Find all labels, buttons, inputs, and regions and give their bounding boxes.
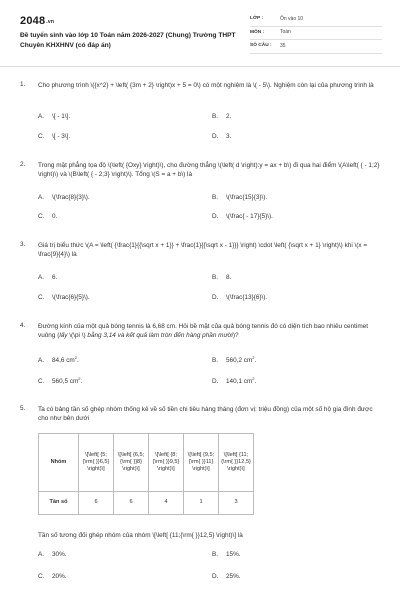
option-text: 0. bbox=[52, 213, 58, 220]
option-d[interactable] bbox=[212, 573, 241, 582]
question-text: Giá trị biểu thức \(A = \left( {\frac{1}{{\sqrt x + 1}} + \frac{1}{{\sqrt x - 1}}} \right) \cdot \left( {\sqrt x + 1} \right)\) khi \(x = \frac{9}{4}\) là bbox=[38, 242, 368, 259]
option-key: D. bbox=[212, 294, 219, 301]
option-text: 140,1 cm bbox=[226, 378, 253, 386]
meta-value: Ôn vào 10 bbox=[280, 15, 304, 22]
frequency-table bbox=[38, 433, 254, 515]
question-number: 2. bbox=[20, 161, 26, 168]
option-key: C. bbox=[38, 378, 45, 386]
option-key: A. bbox=[38, 357, 45, 365]
question-3 bbox=[20, 241, 382, 260]
table-row bbox=[39, 492, 254, 515]
meta-label: MÔN : bbox=[250, 29, 265, 35]
option-key: B. bbox=[212, 551, 219, 558]
option-end: . bbox=[80, 378, 83, 386]
option-key: D. bbox=[212, 378, 219, 386]
option-text: 560,2 cm bbox=[226, 357, 253, 365]
option-key: D. bbox=[212, 573, 219, 580]
question-number: 5. bbox=[20, 405, 26, 412]
site-logo[interactable] bbox=[20, 14, 54, 29]
meta-row-class bbox=[250, 13, 382, 27]
meta-value: Toán bbox=[280, 29, 291, 36]
question-number: 3. bbox=[20, 241, 26, 248]
option-text: 84,6 cm bbox=[52, 357, 75, 365]
option-text: 560,5 cm bbox=[52, 378, 79, 386]
option-b[interactable] bbox=[212, 551, 241, 560]
table-row-header: Nhóm bbox=[39, 434, 79, 492]
option-key: A. bbox=[38, 274, 45, 281]
option-end: . bbox=[254, 357, 257, 365]
option-key: B. bbox=[212, 357, 219, 365]
table-cell-frequency: 4 bbox=[149, 492, 184, 515]
option-end: . bbox=[254, 378, 257, 386]
meta-value: 35 bbox=[280, 42, 286, 49]
option-text: 6. bbox=[52, 274, 58, 281]
option-key: B. bbox=[212, 274, 219, 281]
option-b[interactable] bbox=[212, 113, 231, 122]
option-key: A. bbox=[38, 551, 45, 558]
option-text: \(\frac{ - 17}{5}\). bbox=[226, 213, 273, 220]
meta-row-subject bbox=[250, 27, 382, 41]
question-2 bbox=[20, 161, 382, 180]
exam-meta bbox=[250, 13, 382, 54]
option-a[interactable] bbox=[38, 355, 79, 366]
option-d[interactable] bbox=[212, 133, 231, 142]
option-text: 20%. bbox=[52, 573, 67, 580]
option-text: 30%. bbox=[52, 551, 67, 558]
table-cell-frequency: 6 bbox=[79, 492, 114, 515]
question-text-italic: bằng 3,14 và kết quả làm tròn đến hàng phần mười bbox=[87, 332, 233, 340]
question-4 bbox=[20, 322, 382, 341]
question-number: 1. bbox=[20, 81, 26, 88]
option-superscript: 2 bbox=[74, 355, 77, 360]
question-text: Trong mặt phẳng tọa độ \(\left( {Oxy} \right)\), cho đường thẳng \(\left( d \right):y = ax + b\) đi qua hai điểm \(A\left( { - 1;2} \right)\) và \(B\left( { - 2;3} \right)\). Tổng \(S = a + b\) là bbox=[38, 162, 380, 179]
option-key: C. bbox=[38, 213, 45, 220]
option-c[interactable] bbox=[38, 133, 70, 142]
option-key: D. bbox=[212, 213, 219, 220]
meta-row-count bbox=[250, 40, 382, 54]
table-cell-frequency: 6 bbox=[114, 492, 149, 515]
option-superscript: 2 bbox=[252, 376, 255, 381]
table-cell-group: \[\left[ {6,5;{\rm{ }}8} \right)\] bbox=[114, 434, 149, 492]
question-number: 4. bbox=[20, 322, 26, 329]
option-c[interactable] bbox=[38, 573, 67, 582]
table-cell-frequency: 1 bbox=[184, 492, 219, 515]
option-superscript: 2 bbox=[78, 376, 81, 381]
option-b[interactable] bbox=[212, 194, 267, 203]
table-cell-frequency: 3 bbox=[219, 492, 254, 515]
option-text: \(\frac{6}{5}\). bbox=[52, 294, 90, 301]
option-text: 25%. bbox=[226, 573, 241, 580]
option-key: C. bbox=[38, 573, 45, 580]
option-b[interactable] bbox=[212, 355, 256, 366]
table-row-header: Tần số bbox=[39, 492, 79, 515]
exam-title: Đề tuyển sinh vào lớp 10 Toán năm 2026-2027 (Chung) Trường THPT Chuyên KHXHNV (có đáp án) bbox=[20, 32, 236, 49]
option-b[interactable] bbox=[212, 274, 231, 283]
option-key: A. bbox=[38, 113, 45, 120]
option-superscript: 2 bbox=[252, 355, 255, 360]
option-c[interactable] bbox=[38, 294, 90, 303]
option-text: \(\frac{8}{3}\). bbox=[52, 194, 90, 201]
question-text-end: )? bbox=[232, 332, 239, 340]
option-text: \[ - 3\]. bbox=[52, 133, 71, 140]
option-a[interactable] bbox=[38, 194, 90, 203]
question-text-italic: lấy bbox=[59, 332, 68, 340]
option-end: . bbox=[76, 357, 79, 365]
option-d[interactable] bbox=[212, 376, 256, 387]
question-text bbox=[38, 322, 382, 341]
question-5 bbox=[20, 405, 382, 424]
question-text: Ta có bảng tần số ghép nhóm thống kê về số tiền chi tiêu hàng tháng (đơn vị: triệu đồng) của một số hộ gia đình được cho như bên dưới bbox=[38, 406, 373, 423]
logo-text: 2048 bbox=[20, 15, 46, 27]
question-text-pi: \(\pi \) bbox=[67, 332, 88, 340]
option-text: \(\frac{15}{3}\). bbox=[226, 194, 268, 201]
meta-label: LỚP : bbox=[250, 16, 264, 22]
option-d[interactable] bbox=[212, 213, 273, 222]
option-text: 2. bbox=[226, 113, 232, 120]
option-d[interactable] bbox=[212, 294, 267, 303]
option-text: 8. bbox=[226, 274, 232, 281]
option-text: 15%. bbox=[226, 551, 241, 558]
table-cell-group: \[\left[ {11;{\rm{ }}12,5} \right)\] bbox=[219, 434, 254, 492]
meta-label: SỐ CÂU : bbox=[250, 43, 272, 49]
table-cell-group: \[\left[ {9,5;{\rm{ }}11} \right)\] bbox=[184, 434, 219, 492]
option-a[interactable] bbox=[38, 274, 57, 283]
table-row bbox=[39, 434, 254, 492]
table-cell-group: \[\left[ {8; {\rm{ }}9,5} \right)\] bbox=[149, 434, 184, 492]
option-text: \[ - 1\]. bbox=[52, 113, 71, 120]
option-key: C. bbox=[38, 294, 45, 301]
question-text-main: Đường kính của một quả bóng tennis là 6,68 cm. Hỏi bề mặt của quả bóng tennis đó có diện tích bao nhiêu centimet vuông ( bbox=[38, 323, 368, 340]
option-key: B. bbox=[212, 194, 219, 201]
question-followup-text: Tần số tương đối ghép nhóm của nhóm \[\left[ {11;{\rm{ }}12,5} \right)\] là bbox=[38, 532, 243, 539]
question-text: Cho phương trình \({x^2} + \left( {3m + 2} \right)x + 5 = 0\) có một nghiệm là \( - 5\). Nghiệm còn lại của phương trình là bbox=[38, 82, 374, 89]
option-text: 3. bbox=[226, 133, 232, 140]
header-divider bbox=[0, 66, 400, 67]
option-key: B. bbox=[212, 113, 219, 120]
option-c[interactable] bbox=[38, 213, 57, 222]
option-key: A. bbox=[38, 194, 45, 201]
option-key: D. bbox=[212, 133, 219, 140]
page-header bbox=[0, 0, 400, 66]
question-5-followup bbox=[20, 531, 382, 540]
option-text: \(\frac{13}{6}\). bbox=[226, 294, 268, 301]
option-key: C. bbox=[38, 133, 45, 140]
table-cell-group: \[\left[ {5; {\rm{ }}6,5} \right)\] bbox=[79, 434, 114, 492]
option-a[interactable] bbox=[38, 113, 70, 122]
logo-tld: .vn bbox=[46, 19, 55, 25]
option-c[interactable] bbox=[38, 376, 82, 387]
option-a[interactable] bbox=[38, 551, 67, 560]
question-1 bbox=[20, 81, 382, 90]
